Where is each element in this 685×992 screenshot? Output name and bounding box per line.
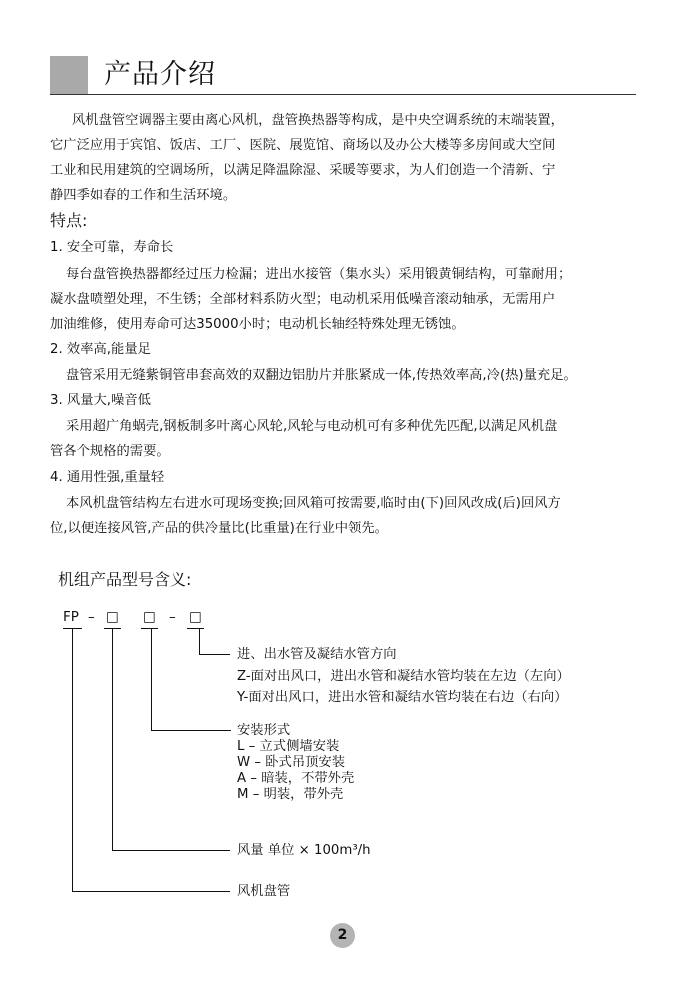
model-dash: – xyxy=(88,609,95,625)
model-prefix: FP xyxy=(63,609,79,625)
feature-body xyxy=(50,414,640,464)
feature-line: 管各个规格的需要。 xyxy=(50,444,170,459)
install-connector-vertical xyxy=(151,628,152,731)
features-heading: 特点: xyxy=(50,211,88,230)
feature-line: 本风机盘管结构左右进水可现场变换;回风箱可按需要,临时由(下)回风改成(后)回风方 xyxy=(66,496,561,511)
feature-line: 凝水盘喷塑处理，不生锈；全部材料系防火型；电动机采用低噪音滚动轴承，无需用户 xyxy=(50,292,556,307)
product-connector-horizontal xyxy=(72,891,230,892)
pipe-connector-horizontal xyxy=(199,654,230,655)
title-marker-block xyxy=(50,56,88,94)
install-type-option: A – 暗装，不带外壳 xyxy=(237,771,355,786)
install-type-label: 安装形式 xyxy=(237,723,291,738)
product-label: 风机盘管 xyxy=(237,884,291,899)
install-type-option: M – 明装，带外壳 xyxy=(237,787,344,802)
pipe-direction-label: 进、出水管及凝结水管方向 xyxy=(237,647,397,662)
feature-title: 2. 效率高,能量足 xyxy=(50,342,151,357)
pipe-direction-option: Z-面对出风口，进出水管和凝结水管均装在左边（左向） xyxy=(237,669,570,684)
feature-title: 1. 安全可靠，寿命长 xyxy=(50,240,174,255)
install-connector-horizontal xyxy=(151,730,231,731)
intro-line: 它广泛应用于宾馆、饭店、工厂、医院、展览馆、商场以及办公大楼等多房间或大空间 xyxy=(50,138,556,153)
product-connector-vertical xyxy=(72,628,73,892)
intro-line: 风机盘管空调器主要由离心风机，盘管换热器等构成，是中央空调系统的末端装置， xyxy=(72,113,564,128)
model-dash: – xyxy=(169,609,176,625)
intro-paragraph xyxy=(50,108,640,208)
feature-title: 4. 通用性强,重量轻 xyxy=(50,470,165,485)
page-number-badge: 2 xyxy=(330,923,355,948)
airflow-label: 风量 单位 × 100m³/h xyxy=(237,843,371,858)
pipe-connector-vertical xyxy=(199,628,200,655)
feature-line: 盘管采用无缝紫铜管串套高效的双翻边铝肋片并胀紧成一体,传热效率高,冷(热)量充足。 xyxy=(66,368,577,383)
install-type-option: W – 卧式吊顶安装 xyxy=(237,755,346,770)
feature-body xyxy=(50,262,640,337)
model-box-pipe: □ xyxy=(189,609,202,625)
feature-title: 3. 风量大,噪音低 xyxy=(50,393,151,408)
intro-line: 静四季如春的工作和生活环境。 xyxy=(50,188,237,203)
pipe-underline xyxy=(187,628,204,629)
model-box-airflow: □ xyxy=(106,609,119,625)
page-title: 产品介绍 xyxy=(104,59,216,90)
feature-line: 每台盘管换热器都经过压力检漏；进出水接管（集水头）采用锻黄铜结构，可靠耐用； xyxy=(66,267,572,282)
airflow-connector-horizontal xyxy=(112,850,230,851)
intro-line: 工业和民用建筑的空调场所，以满足降温除湿、采暖等要求，为人们创造一个清新、宁 xyxy=(50,163,556,178)
install-type-option: L – 立式侧墙安装 xyxy=(237,739,340,754)
airflow-connector-vertical xyxy=(112,628,113,851)
feature-line: 加油维修，使用寿命可达35000小时；电动机长轴经特殊处理无锈蚀。 xyxy=(50,317,465,332)
feature-line: 采用超广角蜗壳,钢板制多叶离心风轮,风轮与电动机可有多种优先匹配,以满足风机盘 xyxy=(66,419,558,434)
feature-body xyxy=(50,491,640,541)
model-box-install: □ xyxy=(143,609,156,625)
model-heading: 机组产品型号含义: xyxy=(58,570,192,589)
pipe-direction-option: Y-面对出风口，进出水管和凝结水管均装在右边（右向） xyxy=(237,690,568,705)
title-underline xyxy=(50,94,636,95)
install-underline xyxy=(141,628,158,629)
feature-line: 位,以便连接风管,产品的供冷量比(比重量)在行业中领先。 xyxy=(50,521,388,536)
feature-body xyxy=(50,363,640,388)
